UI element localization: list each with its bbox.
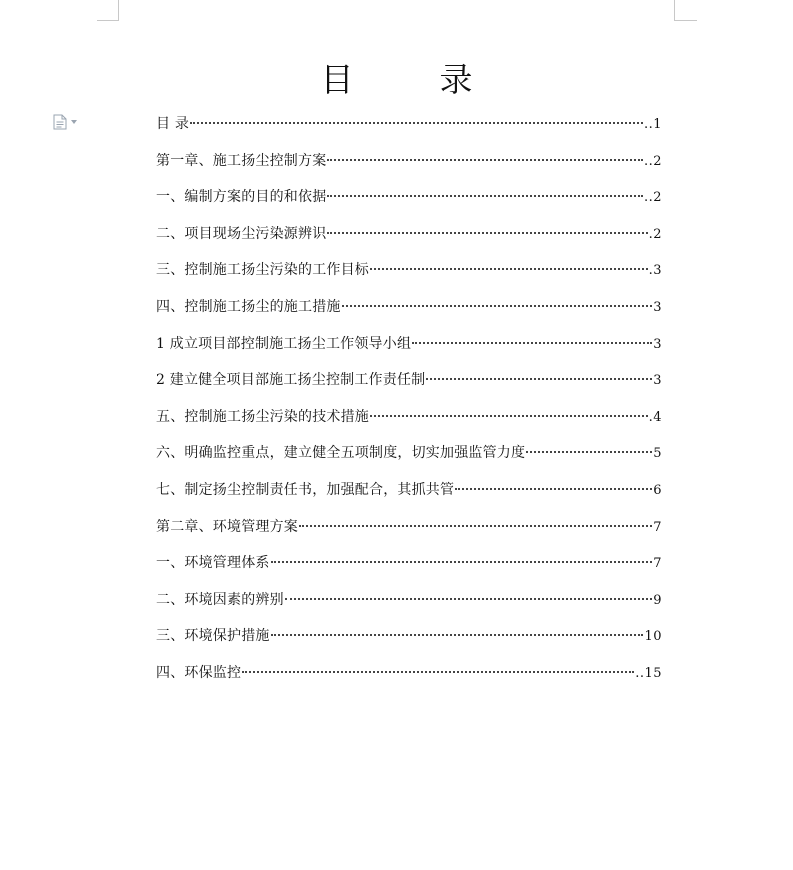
toc-entry-page-number: 5 <box>653 446 662 462</box>
toc-dot-leader <box>412 332 652 344</box>
toc-entry-page-number: 7 <box>653 556 662 572</box>
toc-dot-leader <box>327 149 643 161</box>
toc-entry-page-number: ..2 <box>643 153 662 169</box>
page-title <box>0 58 793 102</box>
toc-entry-page-number: 6 <box>653 482 662 498</box>
toc-entry-page-number: .3 <box>648 263 662 279</box>
toc-entry-label: 2 建立健全项目部施工扬尘控制工作责任制 <box>156 372 426 389</box>
toc-dot-leader <box>526 441 652 453</box>
toc-entry-page-number: 3 <box>653 299 662 315</box>
toc-dot-leader <box>370 258 648 270</box>
toc-dot-leader <box>426 368 652 380</box>
toc-entry-label: 一、环境管理体系 <box>156 555 270 572</box>
toc-entry-page-number: 3 <box>653 373 662 389</box>
toc-entry[interactable] <box>156 113 662 150</box>
toc-dot-leader <box>327 222 647 234</box>
crop-mark-top-right <box>674 0 697 21</box>
toc-dot-leader <box>342 295 653 307</box>
caret-down-icon[interactable] <box>71 120 77 124</box>
toc-entry-page-number: 3 <box>653 336 662 352</box>
toc-entry-label: 四、环保监控 <box>156 664 242 681</box>
toc-dot-leader <box>455 478 652 490</box>
toc-dot-leader <box>271 551 653 563</box>
toc-entry[interactable] <box>156 186 662 223</box>
toc-entry[interactable] <box>156 406 662 443</box>
toc-entry-label: 目 录 <box>156 116 190 132</box>
document-widget[interactable] <box>53 114 77 130</box>
toc-entry-page-number: .4 <box>648 409 662 425</box>
toc-entry[interactable] <box>156 369 662 406</box>
crop-mark-top-left <box>97 0 119 21</box>
toc-entry-label: 三、控制施工扬尘污染的工作目标 <box>156 262 369 279</box>
toc-entry-label: 三、环境保护措施 <box>156 628 270 645</box>
toc-dot-leader <box>299 515 652 527</box>
toc-entry[interactable] <box>156 442 662 479</box>
toc-dot-leader <box>370 405 648 417</box>
toc-entry-label: 四、控制施工扬尘的施工措施 <box>156 298 341 315</box>
toc-dot-leader <box>190 112 643 124</box>
toc-entry-label: 第一章、施工扬尘控制方案 <box>156 152 327 169</box>
toc-entry[interactable] <box>156 259 662 296</box>
table-of-contents <box>156 113 662 699</box>
toc-dot-leader <box>285 588 652 600</box>
document-icon[interactable] <box>53 114 67 130</box>
toc-entry-label: 第二章、环境管理方案 <box>156 518 298 535</box>
title-part-2: 录 <box>439 60 473 99</box>
toc-entry-page-number: .2 <box>648 226 662 242</box>
toc-entry[interactable] <box>156 150 662 187</box>
toc-entry[interactable] <box>156 662 662 699</box>
toc-entry-label: 二、项目现场尘污染源辨识 <box>156 225 327 242</box>
toc-entry-label: 1 成立项目部控制施工扬尘工作领导小组 <box>156 335 412 352</box>
toc-entry[interactable] <box>156 552 662 589</box>
toc-entry-label: 五、控制施工扬尘污染的技术措施 <box>156 408 369 425</box>
toc-entry-page-number: ..15 <box>635 665 662 681</box>
toc-entry-page-number: 7 <box>653 519 662 535</box>
toc-entry[interactable] <box>156 333 662 370</box>
toc-entry[interactable] <box>156 516 662 553</box>
toc-entry[interactable] <box>156 625 662 662</box>
toc-entry[interactable] <box>156 223 662 260</box>
toc-entry-label: 一、编制方案的目的和依据 <box>156 189 327 206</box>
toc-entry-page-number: 9 <box>653 592 662 608</box>
toc-dot-leader <box>271 624 644 636</box>
toc-entry-label: 二、环境因素的辨别 <box>156 591 284 608</box>
toc-entry-label: 七、制定扬尘控制责任书，加强配合，其抓共管 <box>156 481 455 498</box>
title-part-1: 目 <box>320 60 354 99</box>
toc-entry[interactable] <box>156 479 662 516</box>
toc-dot-leader <box>327 185 643 197</box>
toc-entry-page-number: 10 <box>644 629 662 645</box>
toc-entry[interactable] <box>156 589 662 626</box>
toc-entry-label: 六、明确监控重点，建立健全五项制度，切实加强监管力度 <box>156 445 526 462</box>
toc-entry[interactable] <box>156 296 662 333</box>
toc-dot-leader <box>242 661 634 673</box>
toc-entry-page-number: ..2 <box>643 190 662 206</box>
toc-entry-page-number: ..1 <box>643 117 662 132</box>
